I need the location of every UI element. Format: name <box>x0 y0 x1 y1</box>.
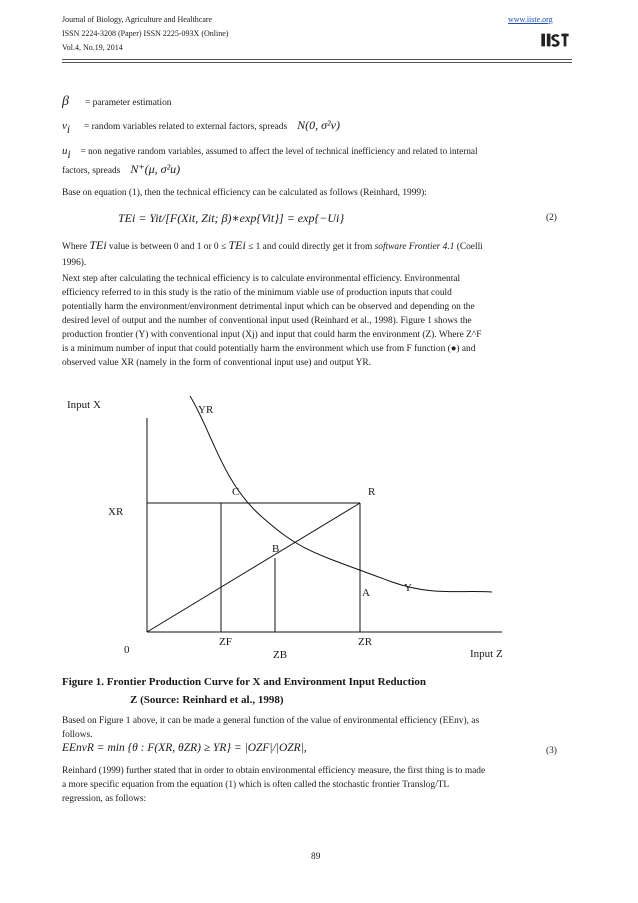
paragraph-te-range-line2: 1996). <box>62 258 87 268</box>
journal-url-link[interactable]: www.iiste.org <box>508 15 553 24</box>
curve-label-y: Y <box>404 582 412 594</box>
page-number: 89 <box>311 852 321 862</box>
p4-line: Based on Figure 1 above, it can be made a general function of the value of environmental efficiency (EEnv), as <box>62 716 480 726</box>
v-definition <box>62 116 572 136</box>
equation-3: EEnvR = min {θ : F(XR, θZR) ≥ YR} = |OZF|/|OZR|, <box>62 742 307 754</box>
paragraph-general-function <box>62 714 572 742</box>
p3-line: production frontier (Y) with conventional input (Xj) and input that could harm the environment (Z). Where Z^F <box>62 330 482 340</box>
point-r-label: R <box>368 486 376 498</box>
v-text: = random variables related to external factors, spreads <box>84 122 288 132</box>
figure-caption-line2: Z (Source: Reinhard et al., 1998) <box>130 694 284 706</box>
point-a-label: A <box>362 587 370 599</box>
paragraph-translog <box>62 764 572 806</box>
origin-ray <box>147 503 360 632</box>
u-subscript: i <box>67 149 71 162</box>
p5-line: regression, as follows: <box>62 794 147 804</box>
u-distribution: N⁺(μ, σ²u) <box>130 162 181 176</box>
u-definition <box>62 141 576 161</box>
v-symbol: v <box>62 120 67 132</box>
point-b-label: B <box>272 543 280 555</box>
paragraph-efficiency-intro: Base on equation (1), then the technical efficiency can be calculated as follows (Reinhard, 1999): <box>62 188 427 198</box>
beta-definition <box>62 92 172 110</box>
p4-line: follows. <box>62 730 93 740</box>
header-rule-double <box>62 62 572 63</box>
equation-3-number: (3) <box>546 746 557 756</box>
beta-text: = parameter estimation <box>84 98 172 108</box>
equation-2: TEi = Yit/[F(Xit, Zit; β)∗exp{Vit}] = exp{−Ui} <box>118 211 345 225</box>
te-symbol-2: TEi <box>228 238 246 252</box>
software-name: software Frontier 4.1 <box>374 242 455 252</box>
te-where: Where <box>62 242 87 252</box>
te-source-text: ≤ 1 and could directly get it from <box>248 242 373 252</box>
zf-label: ZF <box>219 636 232 648</box>
zr-label: ZR <box>358 636 373 648</box>
u-text-line1: = non negative random variables, assumed to affect the level of technical inefficiency and related to internal <box>80 146 478 156</box>
p3-line: observed value XR (namely in the form of conventional input use) and output YR. <box>62 358 371 368</box>
journal-volume: Vol.4, No.19, 2014 <box>62 43 123 52</box>
point-c-label: C <box>232 486 240 498</box>
curve-label-yr-text: YR <box>198 404 214 416</box>
iiste-logo <box>538 30 572 55</box>
journal-issn: ISSN 2224-3208 (Paper) ISSN 2225-093X (Online) <box>62 29 229 38</box>
citation-coelli: (Coelli <box>456 242 483 252</box>
p3-line: efficiency referred to in this study is the ratio of the minimum viable use of production inputs that could <box>62 288 452 298</box>
p3-line: Next step after calculating the technical efficiency is to calculate environmental efficiency. Environmental <box>62 274 461 284</box>
v-distribution: N(0, σ²v) <box>297 118 340 132</box>
x-axis-label: Input Z <box>470 648 503 660</box>
p5-line: a more specific equation from the equation (1) which is often called the stochastic frontier Translog/TL <box>62 780 450 790</box>
figure-caption-line1: Figure 1. Frontier Production Curve for X and Environment Input Reduction <box>62 676 426 688</box>
frontier-figure <box>62 392 582 672</box>
v-subscript: i <box>66 124 70 137</box>
p3-line: potentially harm the environment/environment detrimental input which can be observed and depending on the <box>62 302 475 312</box>
te-symbol: TEi <box>89 238 107 252</box>
beta-symbol: β <box>62 94 69 109</box>
te-range-text: value is between 0 and 1 or 0 ≤ <box>109 242 227 252</box>
y-axis-label: Input X <box>67 399 101 411</box>
origin-label: 0 <box>124 644 130 656</box>
xr-label: XR <box>108 506 124 518</box>
curve-label-yr <box>198 404 213 416</box>
p5-line: Reinhard (1999) further stated that in order to obtain environmental efficiency measure, the first thing is to made <box>62 766 486 776</box>
u-definition-line2 <box>62 160 180 178</box>
paragraph-te-range <box>62 238 582 254</box>
u-symbol: u <box>62 145 68 157</box>
p3-line: is a minimum number of input that could potentially harm the environment which use from F function (●) and <box>62 344 476 354</box>
journal-name: Journal of Biology, Agriculture and Healthcare <box>62 15 213 24</box>
p3-line: desired level of output and the number of conventional input used (Reinhard et al., 1998). Figure 1 shows the <box>62 316 472 326</box>
zb-label: ZB <box>273 649 288 661</box>
header-rule <box>62 59 572 60</box>
equation-2-number: (2) <box>546 213 557 223</box>
u-text-line2: factors, spreads <box>62 166 121 176</box>
paragraph-environmental-efficiency <box>62 272 572 370</box>
